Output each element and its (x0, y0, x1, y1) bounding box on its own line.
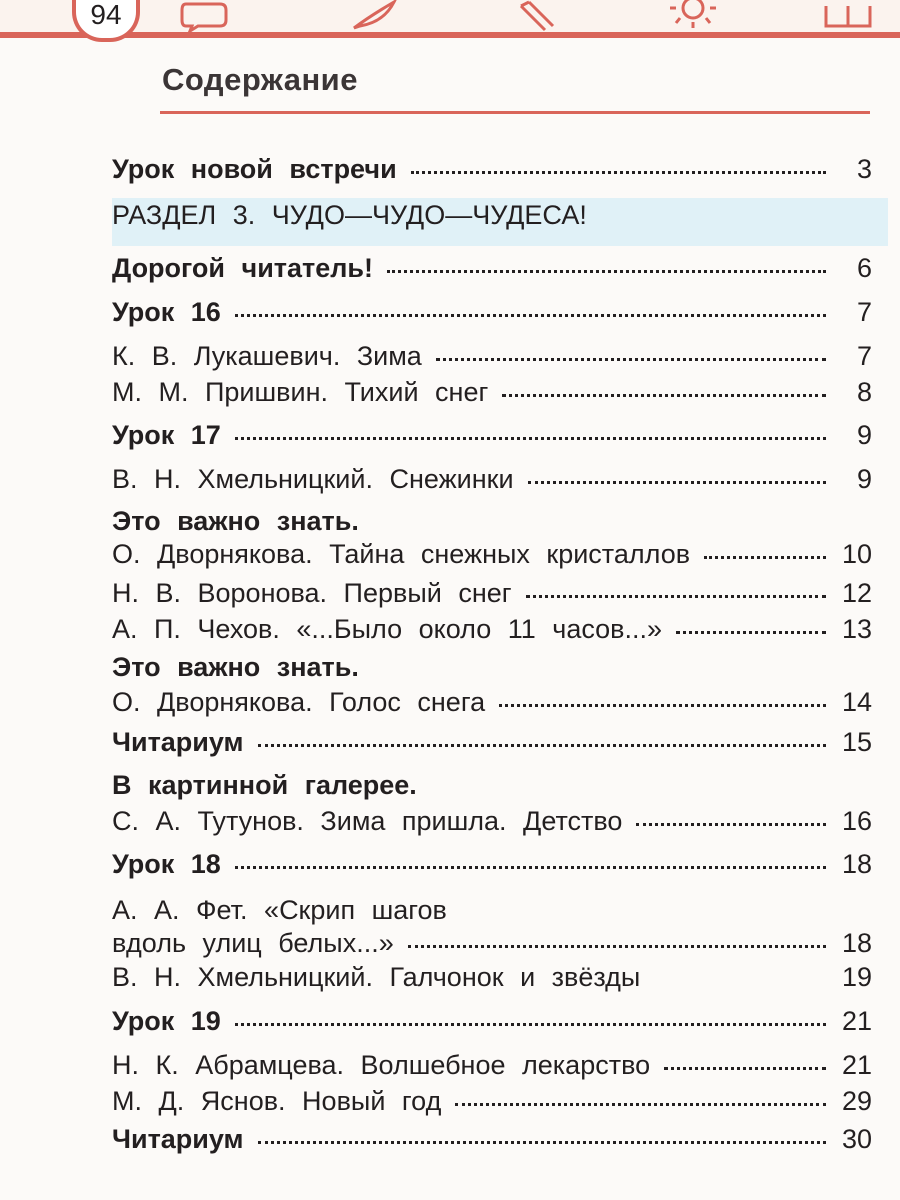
toc-entry-page: 7 (856, 341, 872, 371)
toc-entry-title: С. А. Тутунов. Зима пришла. Детство (112, 806, 623, 836)
toc-entry-page: 19 (841, 962, 872, 992)
toc-entry-page: 3 (856, 154, 872, 184)
toc-entry-title-line1: А. А. Фет. «Скрип шагов (112, 895, 447, 925)
dot-leader (235, 314, 826, 317)
dot-leader (526, 595, 826, 598)
toc-entry-title: Читариум (112, 1124, 244, 1154)
heading-underline (160, 111, 870, 114)
dot-leader (436, 358, 826, 361)
toc-entry[interactable] (112, 1086, 872, 1117)
toc-entry-page: 29 (841, 1086, 872, 1116)
toc-subheading-text: В картинной галерее. (112, 770, 417, 800)
toc-entry[interactable] (112, 539, 872, 570)
toc-entry-title: Урок 17 (112, 420, 221, 450)
dot-leader (676, 631, 826, 634)
toc-entry-title: О. Дворнякова. Голос снега (112, 687, 486, 717)
toc-entry-page: 30 (841, 1124, 872, 1154)
toc-entry-page: 7 (856, 297, 872, 327)
toc-subheading-text: Это важно знать. (112, 506, 359, 536)
toc-entry[interactable] (112, 1124, 872, 1155)
dot-leader (235, 866, 826, 869)
toc-entry[interactable] (112, 962, 872, 993)
dot-leader (499, 704, 826, 707)
toc-entry-title: Урок 16 (112, 297, 221, 327)
toc-entry[interactable] (112, 578, 872, 609)
dot-leader (258, 744, 826, 747)
toc-entry[interactable] (112, 420, 872, 451)
toc-entry-title: Урок новой встречи (112, 154, 397, 184)
toc-entry[interactable] (112, 154, 872, 185)
toc-subheading (112, 652, 872, 683)
toc-entry[interactable] (112, 614, 872, 645)
toc-subheading-text: Это важно знать. (112, 652, 359, 682)
toc-entry-page: 16 (841, 806, 872, 836)
toc-entry-title: Урок 18 (112, 849, 221, 879)
top-accent-line (0, 32, 900, 38)
toc-entry-page: 18 (841, 849, 872, 879)
toc-entry-page: 9 (856, 464, 872, 494)
dot-leader (411, 171, 826, 174)
toc-entry-title: В. Н. Хмельницкий. Снежинки (112, 464, 514, 494)
pencil-icon (515, 0, 565, 32)
toc-entry[interactable] (112, 253, 872, 284)
toc-entry[interactable] (112, 727, 872, 758)
page-number: 94 (90, 0, 122, 30)
toc-entry-title: К. В. Лукашевич. Зима (112, 341, 422, 371)
toc-entry-title: Н. К. Абрамцева. Волшебное лекарство (112, 1050, 651, 1080)
toc-subheading (112, 770, 872, 801)
toc-entry-page: 14 (841, 687, 872, 717)
dot-leader (528, 481, 826, 484)
toc-entry[interactable] (112, 1006, 872, 1037)
toc-entry-title: А. П. Чехов. «...Было около 11 часов...» (112, 614, 663, 644)
dot-leader (455, 1103, 826, 1106)
toc-entry-page: 21 (841, 1006, 872, 1036)
toc-entry-page: 9 (856, 420, 872, 450)
dot-leader (235, 1023, 826, 1026)
speech-bubble-icon (180, 0, 230, 32)
dot-leader (258, 1141, 826, 1144)
dot-leader (704, 556, 826, 559)
dot-leader (664, 1067, 826, 1070)
toc-entry-title: Н. В. Воронова. Первый снег (112, 578, 512, 608)
sun-icon (668, 0, 718, 32)
toc-entry-title: Урок 19 (112, 1006, 221, 1036)
toc-entry[interactable] (112, 687, 872, 718)
open-book-icon (822, 0, 878, 32)
toc-entry[interactable] (112, 377, 872, 408)
toc-entry[interactable] (112, 341, 872, 372)
feather-icon (350, 0, 400, 32)
toc-entry-title: Дорогой читатель! (112, 253, 374, 283)
toc-entry-page: 8 (856, 377, 872, 407)
page-title: Содержание (162, 62, 358, 97)
dot-leader (502, 394, 826, 397)
section-heading: РАЗДЕЛ 3. ЧУДО—ЧУДО—ЧУДЕСА! (112, 200, 587, 230)
toc-entry[interactable] (112, 849, 872, 880)
toc-entry-page: 12 (841, 578, 872, 608)
toc-entry-title: Читариум (112, 727, 244, 757)
toc-entry-title: О. Дворнякова. Тайна снежных кристаллов (112, 539, 691, 569)
toc-entry-title: М. Д. Яснов. Новый год (112, 1086, 442, 1116)
dot-leader (235, 437, 826, 440)
toc-entry[interactable] (112, 895, 872, 959)
toc-entry[interactable] (112, 806, 872, 837)
toc-entry-page: 10 (841, 539, 872, 569)
toc-subheading (112, 506, 872, 537)
toc-entry-page: 6 (856, 253, 872, 283)
toc-entry-page: 18 (841, 928, 872, 958)
dot-leader (408, 945, 826, 948)
toc-entry[interactable] (112, 464, 872, 495)
toc-entry-page: 13 (841, 614, 872, 644)
toc-entry-page: 15 (841, 727, 872, 757)
dot-leader (387, 270, 826, 273)
toc-entry[interactable] (112, 297, 872, 328)
toc-entry-title: В. Н. Хмельницкий. Галчонок и звёзды (112, 962, 641, 992)
toc-entry[interactable] (112, 1050, 872, 1081)
toc-entry-title-line2: вдоль улиц белых...» (112, 928, 394, 958)
dot-leader (636, 823, 826, 826)
toc-entry-page: 21 (841, 1050, 872, 1080)
toc-entry-title: М. М. Пришвин. Тихий снег (112, 377, 489, 407)
